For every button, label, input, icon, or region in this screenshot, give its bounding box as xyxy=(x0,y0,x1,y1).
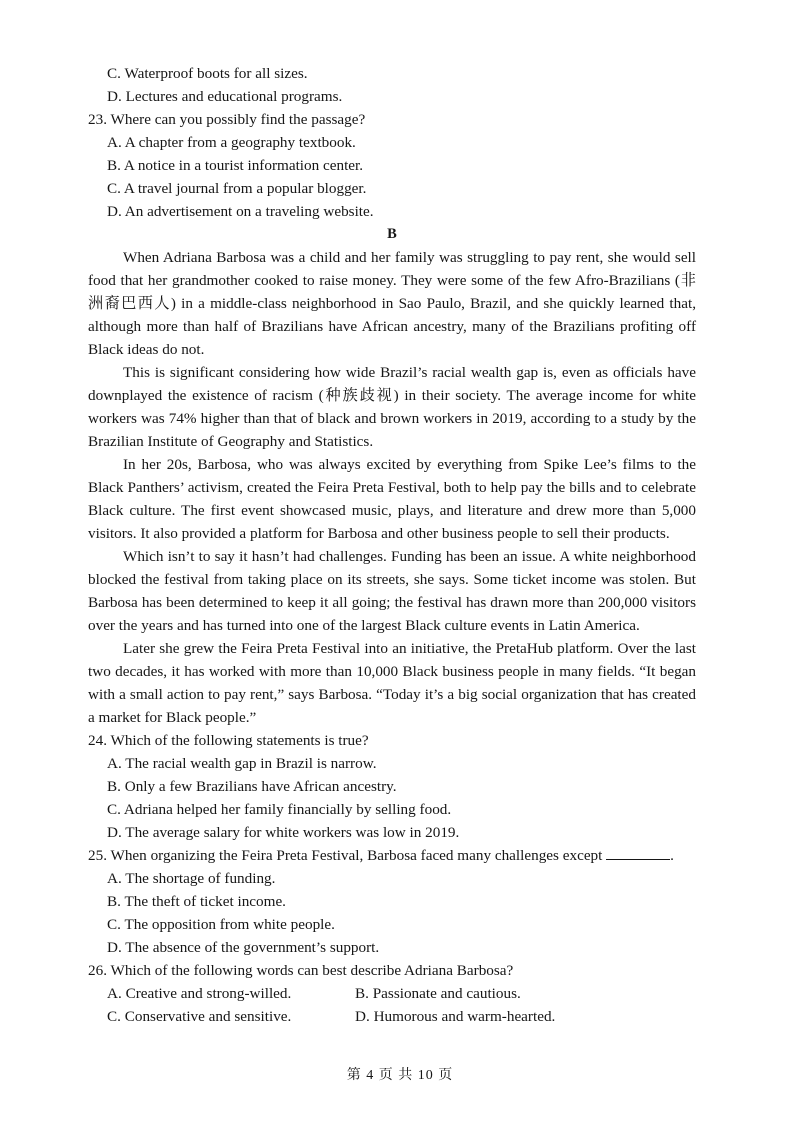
q25-option-c: C. The opposition from white people. xyxy=(107,916,335,933)
q23-option-b: B. A notice in a tourist information center. xyxy=(107,157,364,174)
q23-stem: 23. Where can you possibly find the passage? xyxy=(88,111,366,128)
q24-option-c: C. Adriana helped her family financially by selling food. xyxy=(107,801,452,818)
page-footer: 第 4 页 共 10 页 xyxy=(346,1068,454,1083)
passage-paragraph-4: Which isn’t to say it hasn’t had challenges. Funding has been an issue. A white neighborhood blocked the festival from taking place on its streets, she says. Some ticket income was stolen. But Barbosa has been determined to keep it all going; the festival has drawn more than 200,000 visitors over the years and has turned into one of the largest Black culture events in Latin America. xyxy=(88,548,696,634)
q25-option-a: A. The shortage of funding. xyxy=(107,870,276,887)
q25-option-d: D. The absence of the government’s support. xyxy=(107,939,380,956)
q23-option-c: C. A travel journal from a popular blogger. xyxy=(107,180,367,197)
q25-stem: 25. When organizing the Feira Preta Festival, Barbosa faced many challenges except . xyxy=(88,847,674,864)
q26-option-d: D. Humorous and warm-hearted. xyxy=(355,1008,556,1025)
q24-option-a: A. The racial wealth gap in Brazil is narrow. xyxy=(107,755,377,772)
passage-paragraph-2: This is significant considering how wide Brazil’s racial wealth gap is, even as officials have downplayed the existence of racism (种族歧视) in their society. The average income for white workers was 74% higher than that of black and brown workers in 2019, according to a study by the Brazilian Institute of Geography and Statistics. xyxy=(88,364,696,450)
q24-option-b: B. Only a few Brazilians have African ancestry. xyxy=(107,778,397,795)
passage-paragraph-1: When Adriana Barbosa was a child and her family was struggling to pay rent, she would sell food that her grandmother cooked to raise money. They were some of the few Afro-Brazilians (非洲裔巴西人) in a middle-class neighborhood in Sao Paulo, Brazil, and she quickly learned that, although more than half of Brazilians have African ancestry, many of the Brazilians profiting off Black ideas do not. xyxy=(88,249,696,358)
q25-option-b: B. The theft of ticket income. xyxy=(107,893,286,910)
q26-option-c: C. Conservative and sensitive. xyxy=(107,1008,292,1025)
q24-option-d: D. The average salary for white workers was low in 2019. xyxy=(107,824,460,841)
q26-options-row-1 xyxy=(88,982,696,1005)
q23-option-a: A. A chapter from a geography textbook. xyxy=(107,134,356,151)
q26-options-row-2 xyxy=(88,1005,696,1028)
section-label: B xyxy=(387,226,397,242)
q26-option-b: B. Passionate and cautious. xyxy=(355,985,521,1002)
q26-option-a: A. Creative and strong-willed. xyxy=(107,985,292,1002)
passage-paragraph-3: In her 20s, Barbosa, who was always excited by everything from Spike Lee’s films to the Black Panthers’ activism, created the Feira Preta Festival, both to help pay the bills and to celebrate Black culture. The first event showcased music, plays, and literature and drew more than 5,000 visitors. It also provided a platform for Barbosa and other business people to sell their products. xyxy=(88,456,696,542)
q22-option-d: D. Lectures and educational programs. xyxy=(107,88,343,105)
q26-stem: 26. Which of the following words can best describe Adriana Barbosa? xyxy=(88,962,514,979)
q24-stem: 24. Which of the following statements is true? xyxy=(88,732,369,749)
answer-blank xyxy=(606,845,670,860)
q23-option-d: D. An advertisement on a traveling website. xyxy=(107,203,374,220)
passage-paragraph-5: Later she grew the Feira Preta Festival into an initiative, the PretaHub platform. Over the last two decades, it has worked with more than 10,000 Black business people in many fields. “It began with a small action to pay rent,” says Barbosa. “Today it’s a big social organization that has created a market for Black people.” xyxy=(88,640,696,726)
q22-option-c: C. Waterproof boots for all sizes. xyxy=(107,65,308,82)
